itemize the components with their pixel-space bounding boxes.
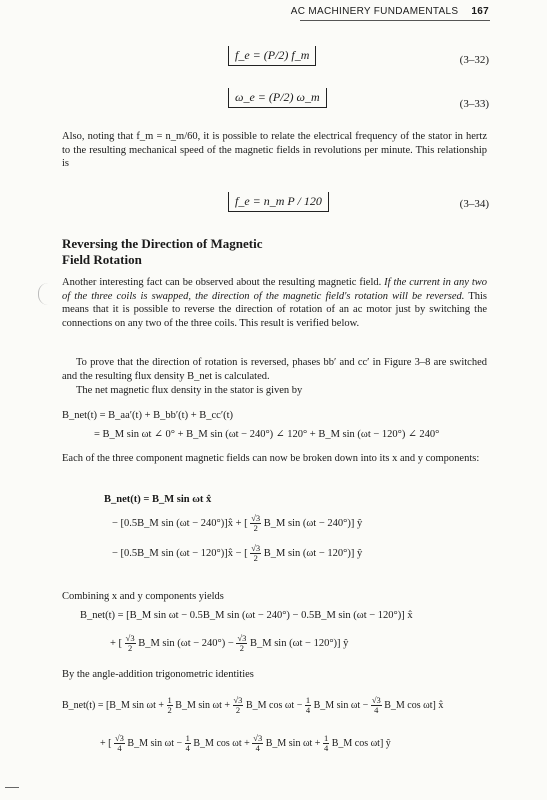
- equation-3-33: ω_e = (P/2) ω_m: [228, 88, 327, 108]
- equation-number: (3–33): [459, 98, 489, 110]
- equation-line: B_net(t) = [B_M sin ωt + $\frac{1}{2}$ B_M sin ωt + $\frac{√3}{2}$ B_M cos ωt − $\frac{1}{4}$ B_M sin ωt − $\frac{√3}{4}$ B_M cos ωt] x̂: [62, 695, 444, 715]
- paragraph: Each of the three component magnetic fields can now be broken down into its x and y components:: [62, 453, 480, 464]
- fraction: $\frac{√3}{4}$: [253, 733, 263, 753]
- fraction: $\frac{√3}{2}$: [251, 543, 261, 563]
- margin-mark: [38, 283, 53, 305]
- fraction: $\frac{√3}{2}$: [233, 695, 243, 715]
- fraction: $\frac{√3}{2}$: [125, 633, 135, 653]
- paragraph: To prove that the direction of rotation is reversed, phases bb′ and cc′ in Figure 3–8 are switched and the resulting flux density B_net is calculated.: [62, 357, 487, 382]
- equation-line: B_net(t) = B_M sin ωt x̂: [104, 494, 212, 505]
- equation-number: (3–32): [459, 54, 489, 66]
- paragraph: By the angle-addition trigonometric identities: [62, 669, 254, 680]
- equation-number: (3–34): [459, 198, 489, 210]
- fraction: $\frac{√3}{4}$: [371, 695, 381, 715]
- equation-line: B_net(t) = [B_M sin ωt − 0.5B_M sin (ωt − 240°) − 0.5B_M sin (ωt − 120°)] x̂: [80, 610, 413, 621]
- paragraph: Also, noting that f_m = n_m/60, it is possible to relate the electrical frequency of the stator in hertz to the resulting mechanical speed of the magnetic fields in revolutions per minute. This relationship is: [62, 131, 487, 169]
- section-heading-line1: Reversing the Direction of Magnetic: [62, 236, 263, 251]
- header-rule: [300, 20, 490, 21]
- paragraph: Another interesting fact can be observed about the resulting magnetic field. If the current in any two of the three coils is swapped, the direction of the magnetic field's rotation will be reversed. This means that it is possible to reverse the direction of rotation of an ac motor just by switching the connections on any two of the three coils. This result is verified below.: [62, 277, 487, 329]
- fraction: $\frac{1}{2}$: [167, 695, 172, 715]
- fraction: $\frac{√3}{2}$: [237, 633, 247, 653]
- equation-line: = B_M sin ωt ∠ 0° + B_M sin (ωt − 240°) ∠ 120° + B_M sin (ωt − 120°) ∠ 240°: [94, 429, 440, 440]
- section-heading-line2: Field Rotation: [62, 252, 142, 267]
- equation-line: − [0.5B_M sin (ωt − 120°)]x̂ − [ $\frac{√3}{2}$ B_M sin (ωt − 120°)] ŷ: [112, 543, 363, 563]
- fraction: $\frac{1}{4}$: [305, 695, 311, 715]
- corner-mark: [5, 787, 19, 788]
- equation-3-34: f_e = n_m P / 120: [228, 192, 329, 212]
- page-number: 167: [471, 6, 489, 17]
- equation-line: − [0.5B_M sin (ωt − 240°)]x̂ + [ $\frac{√3}{2}$ B_M sin (ωt − 240°)] ŷ: [112, 513, 363, 533]
- header-title: AC MACHINERY FUNDAMENTALS: [290, 6, 459, 17]
- fraction: $\frac{√3}{4}$: [114, 733, 124, 753]
- equation-line: B_net(t) = B_aa′(t) + B_bb′(t) + B_cc′(t): [62, 410, 234, 421]
- equation-3-32: f_e = (P/2) f_m: [228, 46, 316, 66]
- equation-line: + [ $\frac{√3}{4}$ B_M sin ωt − $\frac{1}{4}$ B_M cos ωt + $\frac{√3}{4}$ B_M sin ωt + $\frac{1}{4}$ B_M cos ωt] ŷ: [100, 733, 391, 753]
- fraction: $\frac{√3}{2}$: [251, 513, 261, 533]
- fraction: $\frac{1}{4}$: [323, 733, 329, 753]
- running-header: [291, 6, 489, 17]
- fraction: $\frac{1}{4}$: [185, 733, 190, 753]
- equation-line: + [ $\frac{√3}{2}$ B_M sin (ωt − 240°) − $\frac{√3}{2}$ B_M sin (ωt − 120°)] ŷ: [110, 633, 349, 653]
- paragraph: The net magnetic flux density in the stator is given by: [76, 385, 303, 396]
- paragraph: Combining x and y components yields: [62, 591, 224, 602]
